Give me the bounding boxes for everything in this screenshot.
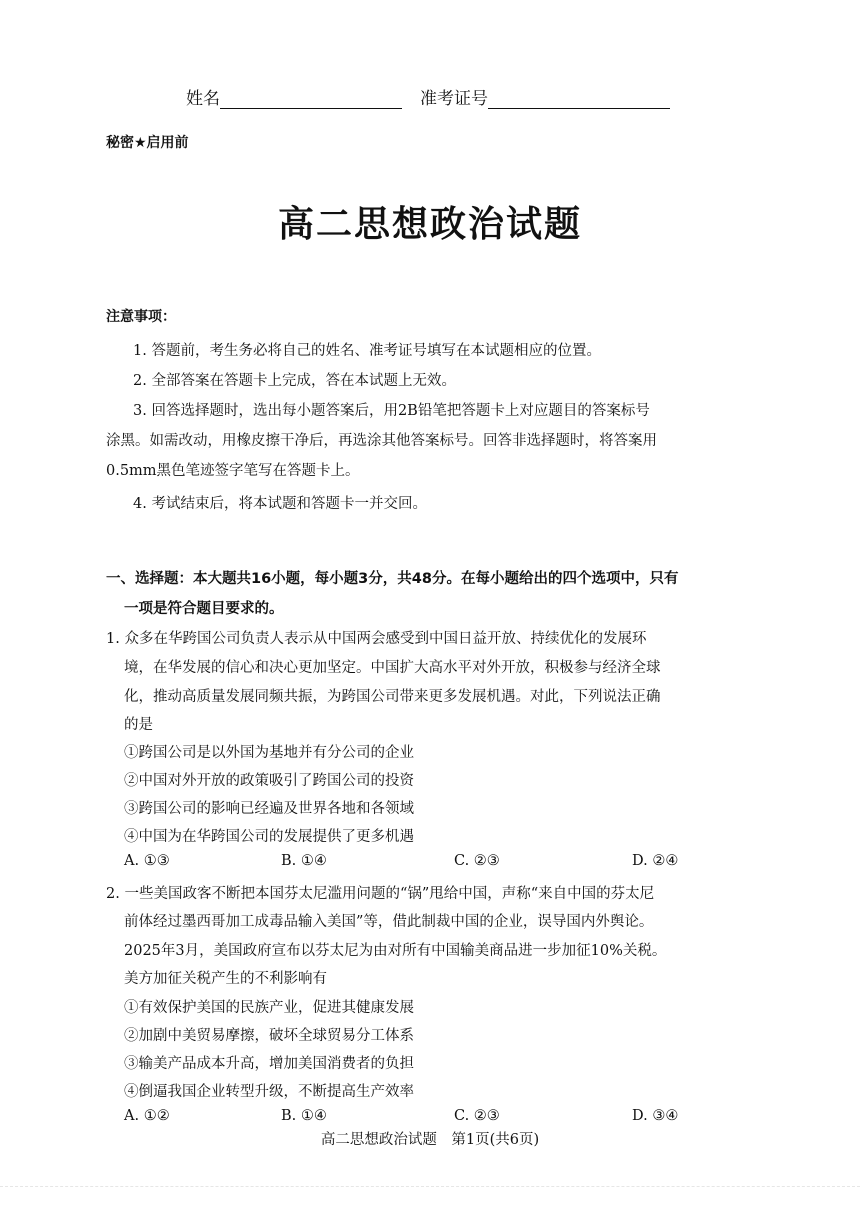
question-stem: 美方加征关税产生的不利影响有 — [124, 971, 327, 987]
question-stem: 2025年3月，美国政府宣布以芬太尼为由对所有中国输美商品进一步加征10%关税。 — [124, 943, 667, 959]
note-item: 2. 全部答案在答题卡上完成，答在本试题上无效。 — [133, 373, 456, 389]
note-item: 1. 答题前，考生务必将自己的姓名、准考证号填写在本试题相应的位置。 — [133, 343, 601, 359]
id-label: 准考证号 — [420, 89, 488, 109]
answer-choice-d[interactable]: D. ③④ — [632, 1108, 679, 1124]
note-item: 4. 考试结束后，将本试题和答题卡一并交回。 — [133, 496, 427, 512]
scan-edge-divider — [0, 1186, 860, 1187]
question-stem: 的是 — [124, 717, 153, 733]
section-heading-cont: 一项是符合题目要求的。 — [124, 601, 284, 617]
id-blank[interactable] — [488, 90, 670, 109]
statement-option: ②中国对外开放的政策吸引了跨国公司的投资 — [124, 773, 414, 789]
answer-choice-c[interactable]: C. ②③ — [454, 1108, 500, 1124]
page-footer: 高二思想政治试题 第1页(共6页) — [320, 1132, 540, 1148]
statement-option: ③输美产品成本升高，增加美国消费者的负担 — [124, 1056, 414, 1072]
page-title: 高二思想政治试题 — [277, 204, 582, 245]
notes-title: 注意事项： — [106, 309, 176, 325]
statement-option: ④中国为在华跨国公司的发展提供了更多机遇 — [124, 829, 414, 845]
statement-option: ①有效保护美国的民族产业，促进其健康发展 — [124, 1000, 414, 1016]
answer-choice-b[interactable]: B. ①④ — [281, 1108, 327, 1124]
answer-choice-c[interactable]: C. ②③ — [454, 853, 500, 869]
note-item: 3. 回答选择题时，选出每小题答案后，用2B铅笔把答题卡上对应题目的答案标号 — [133, 403, 650, 419]
question-stem: 化，推动高质量发展同频共振，为跨国公司带来更多发展机遇。对此，下列说法正确 — [124, 689, 661, 705]
answer-choice-d[interactable]: D. ②④ — [632, 853, 679, 869]
statement-option: ④倒逼我国企业转型升级，不断提高生产效率 — [124, 1084, 414, 1100]
question-stem: 1. 众多在华跨国公司负责人表示从中国两会感受到中国日益开放、持续优化的发展环 — [106, 631, 647, 647]
answer-choice-a[interactable]: A. ①② — [124, 1108, 170, 1124]
candidate-info-row — [186, 84, 670, 109]
statement-option: ②加剧中美贸易摩擦，破坏全球贸易分工体系 — [124, 1028, 414, 1044]
section-heading: 一、选择题：本大题共16小题，每小题3分，共48分。在每小题给出的四个选项中，只有 — [106, 571, 679, 587]
secret-label: 秘密★启用前 — [106, 135, 189, 151]
statement-option: ③跨国公司的影响已经遍及世界各地和各领域 — [124, 801, 414, 817]
question-stem: 境，在华发展的信心和决心更加坚定。中国扩大高水平对外开放，积极参与经济全球 — [124, 660, 661, 676]
name-blank[interactable] — [220, 90, 402, 109]
question-stem: 前体经过墨西哥加工成毒品输入美国”等，借此制裁中国的企业，误导国内外舆论。 — [124, 914, 654, 930]
statement-option: ①跨国公司是以外国为基地并有分公司的企业 — [124, 745, 414, 761]
note-item: 0.5mm黑色笔迹签字笔写在答题卡上。 — [106, 463, 360, 479]
answer-choice-b[interactable]: B. ①④ — [281, 853, 327, 869]
name-label: 姓名 — [186, 89, 220, 109]
question-stem: 2. 一些美国政客不断把本国芬太尼滥用问题的“锅”甩给中国，声称“来自中国的芬太尼 — [106, 886, 655, 902]
answer-choice-a[interactable]: A. ①③ — [124, 853, 170, 869]
note-item: 涂黑。如需改动，用橡皮擦干净后，再选涂其他答案标号。回答非选择题时，将答案用 — [106, 433, 657, 449]
